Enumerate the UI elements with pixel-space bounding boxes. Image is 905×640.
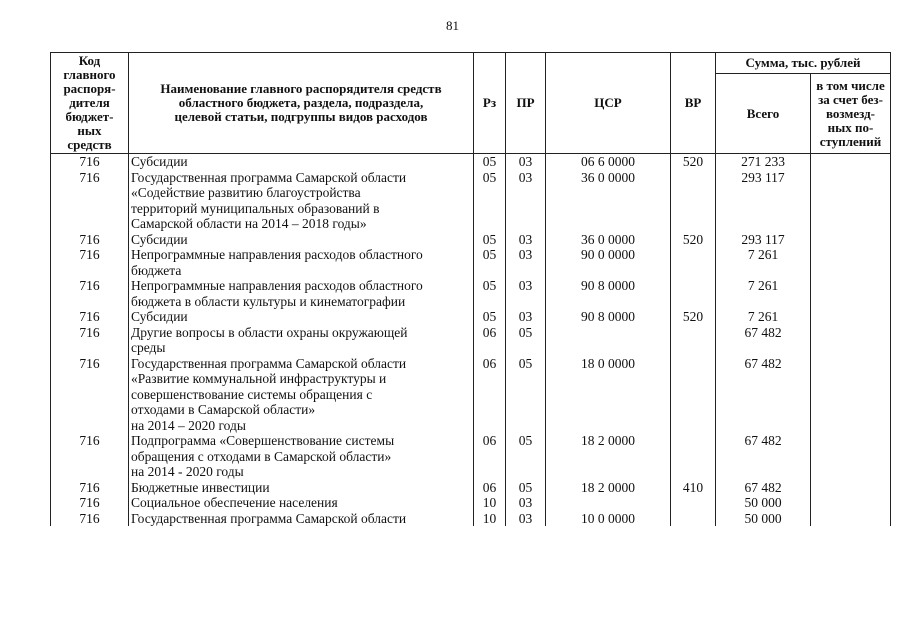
row-free	[811, 433, 891, 480]
row-pr: 03	[506, 154, 546, 170]
row-csr: 18 2 0000	[546, 433, 671, 480]
row-csr: 18 0 0000	[546, 356, 671, 434]
row-name-line: Подпрограмма «Совершенствование системы	[131, 433, 395, 448]
row-pr: 03	[506, 232, 546, 248]
row-code: 716	[51, 154, 129, 170]
row-rz: 06	[474, 433, 506, 480]
row-code: 716	[51, 247, 129, 278]
row-name-line: совершенствование системы обращения с	[131, 386, 373, 402]
header-code	[51, 53, 129, 154]
row-free	[811, 232, 891, 248]
header-free-line: ных по-	[827, 119, 874, 135]
table-row	[51, 433, 891, 480]
row-free	[811, 495, 891, 511]
row-csr	[546, 495, 671, 511]
row-name-line: Государственная программа Самарской области	[131, 355, 407, 371]
row-vr	[671, 495, 716, 511]
row-pr: 03	[506, 247, 546, 278]
row-pr: 03	[506, 170, 546, 232]
header-code-line: ных	[77, 123, 102, 138]
row-pr: 03	[506, 309, 546, 325]
row-total: 67 482	[716, 356, 811, 434]
row-rz: 05	[474, 309, 506, 325]
row-pr: 03	[506, 495, 546, 511]
row-pr: 03	[506, 511, 546, 527]
row-csr: 36 0 0000	[546, 170, 671, 232]
row-name-line: «Развитие коммунальной инфраструктуры и	[131, 371, 387, 386]
row-rz: 05	[474, 278, 506, 309]
header-code-line: главного	[63, 67, 116, 82]
row-code: 716	[51, 433, 129, 480]
table-row	[51, 325, 891, 356]
row-total: 293 117	[716, 170, 811, 232]
header-free-line: ступлений	[819, 133, 882, 149]
row-rz: 10	[474, 511, 506, 527]
header-code-line: распоря-	[63, 81, 116, 96]
row-vr	[671, 278, 716, 309]
row-name-line: Социальное обеспечение населения	[131, 495, 338, 510]
row-name	[129, 309, 474, 325]
row-name	[129, 278, 474, 309]
row-free	[811, 325, 891, 356]
row-pr: 05	[506, 356, 546, 434]
header-csr: ЦСР	[546, 53, 671, 154]
row-vr: 520	[671, 154, 716, 170]
row-name	[129, 154, 474, 170]
row-vr	[671, 170, 716, 232]
row-name	[129, 325, 474, 356]
header-name-line: целевой статьи, подгруппы видов расходов	[174, 109, 428, 124]
row-name	[129, 433, 474, 480]
row-vr: 520	[671, 309, 716, 325]
row-free	[811, 511, 891, 527]
table-row	[51, 278, 891, 309]
row-total: 7 261	[716, 309, 811, 325]
row-free	[811, 309, 891, 325]
row-pr: 05	[506, 433, 546, 480]
row-csr: 36 0 0000	[546, 232, 671, 248]
row-name	[129, 247, 474, 278]
row-vr: 410	[671, 480, 716, 496]
table-row	[51, 247, 891, 278]
row-rz: 06	[474, 356, 506, 434]
row-pr: 03	[506, 278, 546, 309]
header-sum-group: Сумма, тыс. рублей	[716, 53, 891, 74]
page-number: 81	[446, 18, 459, 33]
header-code-line: бюджет-	[65, 109, 114, 124]
row-name-line: Непрограммные направления расходов областного	[131, 247, 423, 262]
row-pr: 05	[506, 480, 546, 496]
row-total: 293 117	[716, 232, 811, 248]
row-total: 67 482	[716, 325, 811, 356]
row-name-line: отходами в Самарской области»	[131, 402, 316, 417]
row-rz: 05	[474, 232, 506, 248]
row-name-line: Государственная программа Самарской области	[131, 169, 407, 185]
row-name-line: территорий муниципальных образований в	[131, 200, 380, 216]
row-pr: 05	[506, 325, 546, 356]
row-name-line: бюджета	[131, 262, 182, 278]
row-vr	[671, 356, 716, 434]
row-rz: 05	[474, 247, 506, 278]
row-csr: 06 6 0000	[546, 154, 671, 170]
row-name-line: Субсидии	[131, 309, 188, 324]
row-code: 716	[51, 495, 129, 511]
row-total: 7 261	[716, 278, 811, 309]
row-name-line: Субсидии	[131, 231, 188, 247]
header-code-line: средств	[67, 137, 112, 152]
row-code: 716	[51, 480, 129, 496]
row-name-line: Бюджетные инвестиции	[131, 479, 270, 495]
row-code: 716	[51, 278, 129, 309]
header-vr: ВР	[671, 53, 716, 154]
table-row	[51, 480, 891, 496]
row-code: 716	[51, 309, 129, 325]
row-name-line: Самарской области на 2014 – 2018 годы»	[131, 216, 367, 231]
table-row	[51, 309, 891, 325]
table-row	[51, 170, 891, 232]
row-name	[129, 480, 474, 496]
row-vr	[671, 511, 716, 527]
row-code: 716	[51, 356, 129, 434]
row-rz: 10	[474, 495, 506, 511]
row-name-line: на 2014 – 2020 годы	[131, 417, 246, 433]
row-csr: 10 0 0000	[546, 511, 671, 527]
row-rz: 06	[474, 325, 506, 356]
header-name-line: Наименование главного распорядителя средств	[160, 81, 442, 96]
table-row	[51, 511, 891, 527]
row-name	[129, 356, 474, 434]
budget-table-container	[50, 52, 890, 526]
header-code-line: Код	[78, 53, 101, 68]
row-vr	[671, 325, 716, 356]
row-free	[811, 170, 891, 232]
header-pr: ПР	[506, 53, 546, 154]
row-name-line: Непрограммные направления расходов областного	[131, 278, 423, 293]
table-row	[51, 356, 891, 434]
row-code: 716	[51, 232, 129, 248]
header-code-line: дителя	[69, 95, 110, 110]
row-total: 67 482	[716, 433, 811, 480]
row-name-line: Субсидии	[131, 154, 188, 169]
row-rz: 05	[474, 170, 506, 232]
row-csr: 90 8 0000	[546, 278, 671, 309]
header-free-line: возмезд-	[826, 105, 875, 121]
row-name-line: Другие вопросы в области охраны окружающей	[131, 324, 408, 340]
row-name	[129, 495, 474, 511]
header-free	[811, 74, 891, 154]
row-rz: 06	[474, 480, 506, 496]
table-header	[51, 53, 891, 154]
row-total: 7 261	[716, 247, 811, 278]
row-total: 271 233	[716, 154, 811, 170]
table-row	[51, 154, 891, 170]
row-total: 50 000	[716, 495, 811, 511]
header-total: Всего	[716, 74, 811, 154]
row-rz: 05	[474, 154, 506, 170]
row-free	[811, 480, 891, 496]
row-vr: 520	[671, 232, 716, 248]
header-free-line: в том числе	[816, 77, 885, 93]
header-name-line: областного бюджета, раздела, подраздела,	[178, 95, 424, 110]
row-name-line: среды	[131, 340, 166, 355]
row-total: 67 482	[716, 480, 811, 496]
row-free	[811, 278, 891, 309]
row-vr	[671, 433, 716, 480]
row-code: 716	[51, 511, 129, 527]
table-body	[51, 154, 891, 527]
row-csr: 90 8 0000	[546, 309, 671, 325]
row-name-line: обращения с отходами в Самарской области»	[131, 448, 392, 464]
row-csr: 90 0 0000	[546, 247, 671, 278]
row-code: 716	[51, 170, 129, 232]
row-free	[811, 247, 891, 278]
row-name-line: на 2014 - 2020 годы	[131, 464, 244, 479]
row-free	[811, 356, 891, 434]
table-row	[51, 495, 891, 511]
header-rz: Рз	[474, 53, 506, 154]
table-row	[51, 232, 891, 248]
budget-table	[50, 52, 891, 526]
row-vr	[671, 247, 716, 278]
row-name	[129, 170, 474, 232]
row-csr	[546, 325, 671, 356]
row-name	[129, 232, 474, 248]
row-name	[129, 511, 474, 527]
header-free-line: за счет без-	[818, 91, 883, 107]
row-name-line: бюджета в области культуры и кинематографии	[131, 293, 406, 309]
row-csr: 18 2 0000	[546, 480, 671, 496]
row-code: 716	[51, 325, 129, 356]
row-free	[811, 154, 891, 170]
row-total: 50 000	[716, 511, 811, 527]
row-name-line: Государственная программа Самарской области	[131, 510, 407, 526]
header-name	[129, 53, 474, 154]
row-name-line: «Содействие развитию благоустройства	[131, 185, 361, 200]
